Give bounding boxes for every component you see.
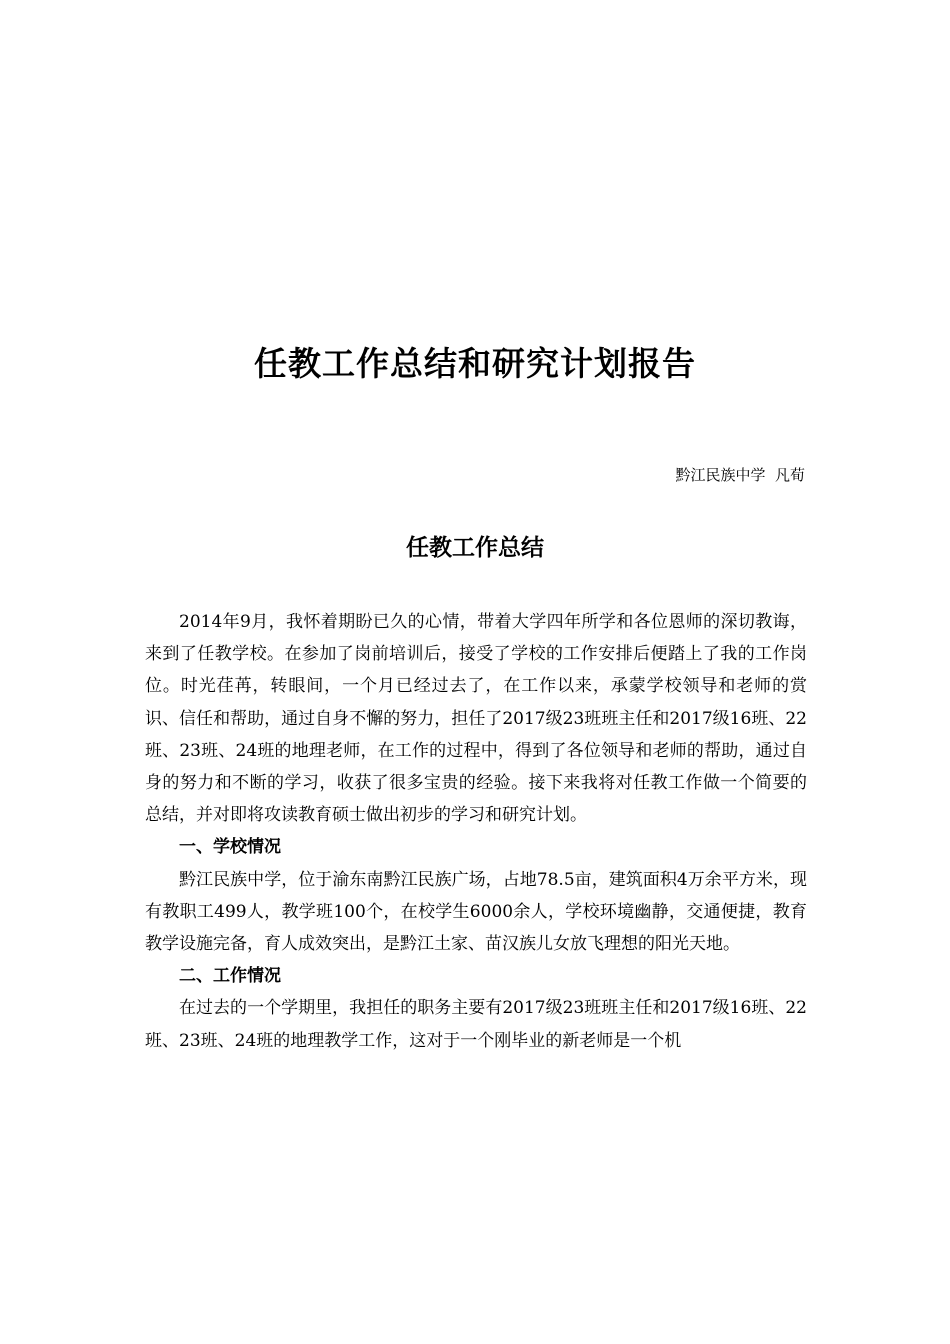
document-body <box>145 606 807 1057</box>
author-line: 黔江民族中学 凡荀 <box>675 466 805 484</box>
section-title: 任教工作总结 <box>406 535 544 561</box>
heading-work: 二、工作情况 <box>179 966 281 987</box>
document-title: 任教工作总结和研究计划报告 <box>254 344 696 383</box>
heading-school: 一、学校情况 <box>179 837 281 858</box>
paragraph-school: 黔江民族中学，位于渝东南黔江民族广场，占地78.5亩，建筑面积4万余平方米，现有教职工499人，教学班100个，在校学生6000余人，学校环境幽静，交通便捷，教育教学设施完备，育人成效突出，是黔江土家、苗汉族儿女放飞理想的阳光天地。 <box>145 869 807 955</box>
paragraph-intro: 2014年9月，我怀着期盼已久的心情，带着大学四年所学和各位恩师的深切教诲，来到了任教学校。在参加了岗前培训后，接受了学校的工作安排后便踏上了我的工作岗位。时光荏苒，转眼间，一个月已经过去了，在工作以来，承蒙学校领导和老师的赏识、信任和帮助，通过自身不懈的努力，担任了2017级23班班主任和2017级16班、22班、23班、24班的地理老师，在工作的过程中，得到了各位领导和老师的帮助，通过自身的努力和不断的学习，收获了很多宝贵的经验。接下来我将对任教工作做一个简要的总结，并对即将攻读教育硕士做出初步的学习和研究计划。 <box>145 612 807 826</box>
paragraph-work: 在过去的一个学期里，我担任的职务主要有2017级23班班主任和2017级16班、22班、23班、24班的地理教学工作，这对于一个刚毕业的新老师是一个机 <box>145 998 807 1051</box>
